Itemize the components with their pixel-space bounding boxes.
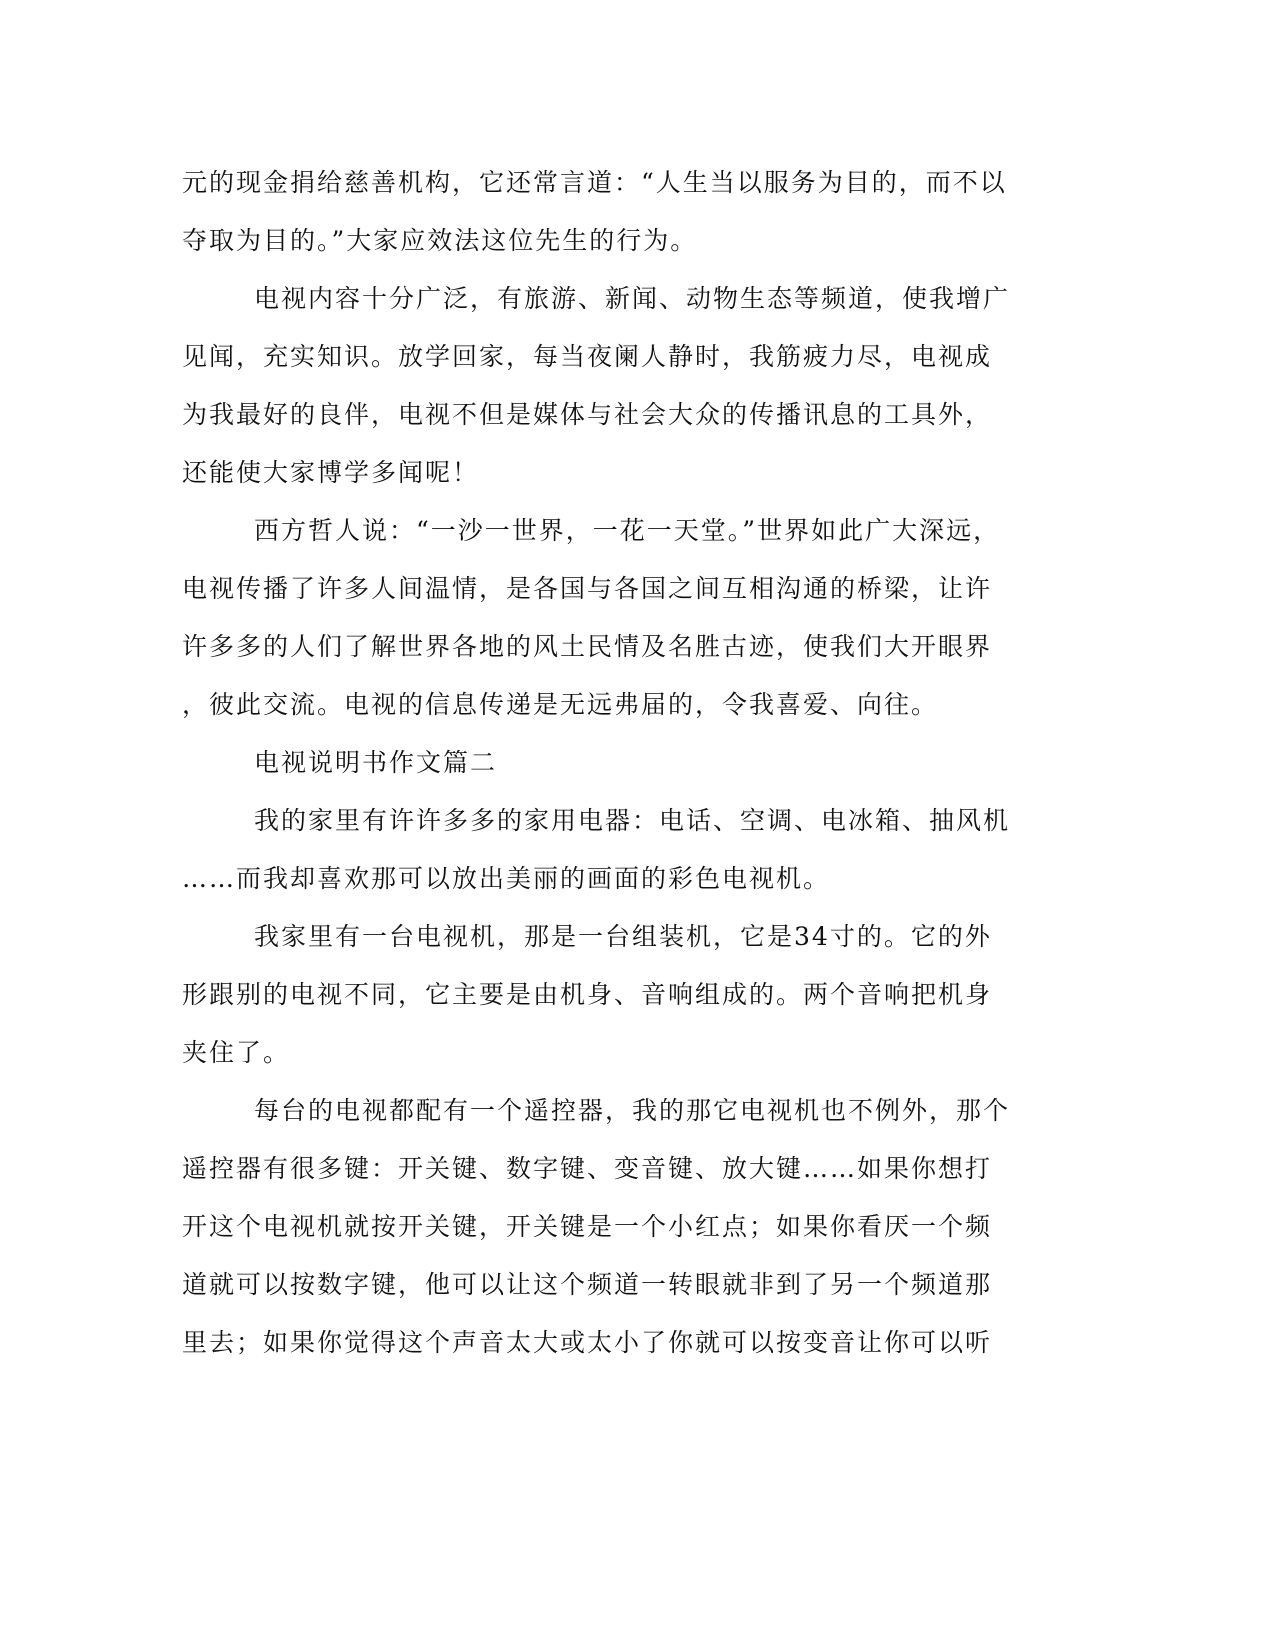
text-line: 形跟别的电视不同，它主要是由机身、音响组成的。两个音响把机身 [182,980,993,1009]
text-line: ……而我却喜欢那可以放出美丽的画面的彩色电视机。 [182,864,831,893]
text-line: 遥控器有很多键：开关键、数字键、变音键、放大键……如果你想打 [182,1154,993,1183]
text-line: ，彼此交流。电视的信息传递是无远弗届的，令我喜爱、向往。 [182,690,939,719]
text-line: 还能使大家博学多闻呢！ [182,458,480,487]
text-line: 电视内容十分广泛，有旅游、新闻、动物生态等频道，使我增广 [254,284,1011,313]
text-line: 道就可以按数字键，他可以让这个频道一转眼就非到了另一个频道那 [182,1270,993,1299]
text-line: 元的现金捐给慈善机构，它还常言道：“人生当以服务为目的，而不以 [182,168,1007,197]
text-line: 许多多的人们了解世界各地的风土民情及名胜古迹，使我们大开眼界 [182,632,993,661]
text-line: 我家里有一台电视机，那是一台组装机，它是34寸的。它的外 [254,922,992,951]
text-line: 夺取为目的。”大家应效法这位先生的行为。 [182,226,698,255]
text-line: 电视传播了许多人间温情，是各国与各国之间互相沟通的桥梁，让许 [182,574,993,603]
text-line: 开这个电视机就按开关键，开关键是一个小红点；如果你看厌一个频 [182,1212,993,1241]
text-line: 为我最好的良伴，电视不但是媒体与社会大众的传播讯息的工具外， [182,400,993,429]
text-line: 我的家里有许许多多的家用电器：电话、空调、电冰箱、抽风机 [254,806,1011,835]
text-line: 里去；如果你觉得这个声音太大或太小了你就可以按变音让你可以听 [182,1328,993,1357]
text-line: 夹住了。 [182,1038,291,1067]
text-line: 见闻，充实知识。放学回家，每当夜阑人静时，我筋疲力尽，电视成 [182,342,993,371]
section-heading: 电视说明书作文篇二 [254,748,498,777]
document-body [182,154,1032,1372]
text-line: 每台的电视都配有一个遥控器，我的那它电视机也不例外，那个 [254,1096,1011,1125]
text-line: 西方哲人说：“一沙一世界，一花一天堂。”世界如此广大深远， [254,516,1001,545]
